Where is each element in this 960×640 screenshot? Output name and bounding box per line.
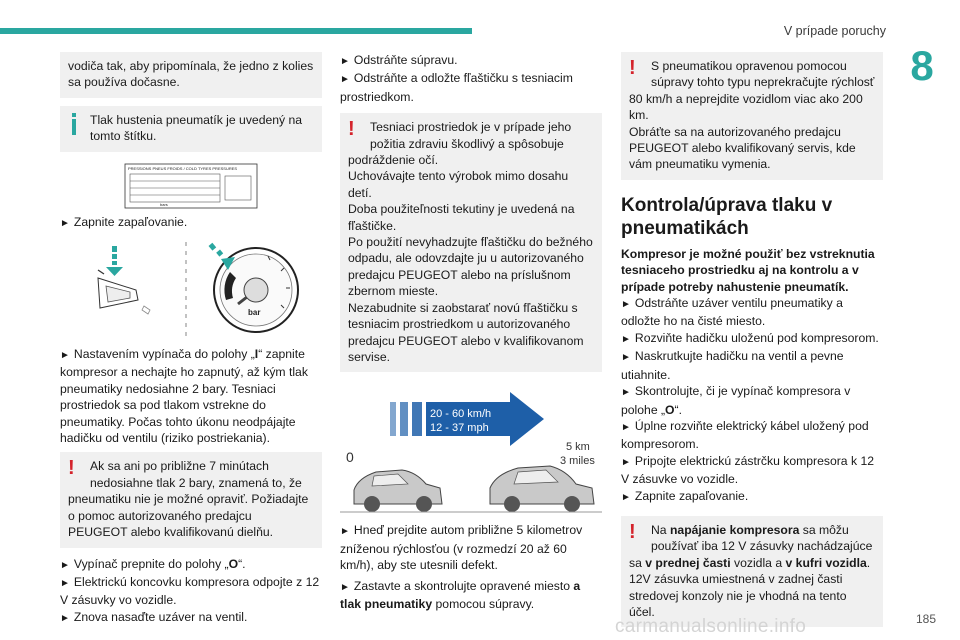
distance-miles-label: 3 miles [560,455,595,468]
switch-position-label: O [665,402,675,417]
step-text: Elektrickú koncovku kompresora odpojte z 12 V zásuvky vo vozidle. [60,574,320,608]
step-text: Naskrutkujte hadičku na ventil a pevne utiahnite. [621,349,844,382]
paragraph-switch-on [60,346,322,446]
start-distance-label: 0 [346,449,354,466]
step-arrow-icon: ► [340,526,350,538]
label-header-text: PRESSIONS PNEUS FROIDS / COLD TYRES PRESSURES [128,165,238,171]
info-note-line: Tlak hustenia pneumatík je uvedený na [90,112,303,127]
step-arrow-icon: ► [621,352,631,364]
warning-line: S pneumatikou opravenou pomocou [651,59,847,73]
emphasis-text: napájanie kompresora [669,522,800,537]
step-text: Hneď prejdite autom približne 5 kilometrov zníženou rýchlosťou (v rozmedzí 20 až 60 km/h), aby ste utesnili defekt. [340,523,583,573]
text-fragment: “ zapnite kompresor a nechajte ho zapnutý, až kým tlak pneumatiky nedosiahne 2 bary. Tesniaci prostriedok sa pod tlakom vstrekne do pneumatiky. Počas tohto úkonu neodpájajte hadičku od ventilu (riziko postriekania). [60,347,308,446]
watermark: carmanualsonline.info [615,616,807,637]
step-text: Znova nasaďte uzáver na ventil. [73,609,248,624]
step-text: Pripojte elektrickú zástrčku kompresora k 12 V zásuvke vo vozidle. [621,453,875,487]
step-arrow-icon: ► [621,299,631,311]
step-text: Zapnite zapaľovanie. [634,488,749,503]
step-remove-valve-cap [621,295,883,330]
text-fragment: pomocou súpravy. [432,596,535,611]
text-fragment: . [866,555,871,570]
warning-icon: ! [629,57,636,79]
step-ignition [60,214,322,232]
step-text: Rozviňte hadičku uloženú pod kompresorom. [634,330,879,345]
warning-text: podráždenie očí. Uchovávajte tento výrobok mimo dosahu detí. Doba použiteľnosti tekutiny je uvedená na fľaštičke. Po použití nevyhadzujte fľaštičku do bežného odpadu, ale odovzdajte ju u autorizovaného predajcu PEUGEOT alebo na príslušnom zbernom mieste. Nezabudnite si zaobstarať novú fľaštičku s tesniacim prostriedkom u autorizovaného predajcu PEUGEOT alebo v kvalifikovanom servise. [348,153,593,364]
speed-mph-label: 12 - 37 mph [430,422,489,435]
info-icon [70,113,78,135]
step-arrow-icon: ► [60,217,70,229]
step-arrow-icon: ► [60,350,70,362]
step-arrow-icon: ► [340,74,350,86]
warning-icon: ! [629,520,636,543]
step-ignition-on [621,488,883,506]
step-arrow-icon: ► [621,387,631,399]
running-title: V prípade poruchy [783,24,886,38]
step-check-repair [340,578,602,613]
emphasis-text: v kufri vozidla [785,555,867,570]
text-fragment: vozidla a [730,555,786,570]
section-heading: Kontrola/úprava tlaku v pneumatikách [621,194,833,239]
warning-speed-limit [621,52,883,180]
step-text: Odstráňte súpravu. [353,53,458,67]
step-arrow-icon: ► [60,612,70,624]
step-switch-off [60,556,322,574]
speed-kmh-label: 20 - 60 km/h [430,408,492,421]
switch-position-label: O [228,556,239,571]
emphasis-text: a tlak pneumatiky [340,578,581,611]
step-screw-hose [621,348,883,383]
continued-note [60,52,322,98]
step-arrow-icon: ► [621,421,631,433]
label-footer-text: bars [160,201,168,207]
text-fragment: “. [238,556,246,571]
step-arrow-icon: ► [621,491,631,503]
text-fragment: sa [629,555,646,570]
header-accent-bar [0,28,472,34]
text-fragment: “. [674,402,682,417]
column-2 [340,52,602,612]
switch-position-label: I [254,347,259,362]
warning-icon: ! [348,118,355,141]
step-arrow-icon: ► [340,56,350,67]
text-fragment: sa môžu [799,522,849,537]
text-fragment: Vypínač prepnite do polohy „ [73,556,229,571]
step-remove-kit [340,52,602,70]
step-arrow-icon: ► [340,581,350,593]
step-arrow-icon: ► [621,333,631,345]
warning-line [629,522,875,538]
step-text: Odstráňte uzáver ventilu pneumatiky a odložte ho na čisté miesto. [621,296,843,329]
warning-text: 80 km/h a neprejdite vozidlom viac ako 200 km. Obráťte sa na autorizovaného predajcu PEUGEOT alebo kvalifikovaný servis, kde vám pneumatiku vymenia. [629,91,863,172]
step-unroll-cable [621,418,883,453]
step-arrow-icon: ► [621,456,631,468]
column-1 [60,52,322,627]
page-number: 185 [915,612,936,626]
warning-line [629,555,875,571]
section-lead: Kompresor je možné použiť bez vstreknutia tesniaceho prostriedku aj na kontrolu a v prípade potreby nahustenie pneumatík. [621,246,875,294]
warning-line: požitia zdraviu škodlivý a spôsobuje [370,136,564,151]
speed-distance-illustration [340,386,602,514]
info-note-pressure-label [60,106,322,152]
step-remove-bottle [340,70,602,105]
warning-icon: ! [68,457,75,480]
distance-km-label: 5 km [566,441,590,454]
emphasis-text: v prednej časti [645,555,731,570]
warning-pressure-not-reached [60,452,322,547]
warning-line: používať iba 12 V zásuvky nachádzajúce [651,539,873,554]
text-fragment: Nastavením vypínača do polohy „ [73,347,255,362]
tyre-pressure-label-illustration [60,160,322,210]
column-3 [621,52,883,635]
warning-line: súpravy tohto typu neprekračujte rýchlosť [651,75,875,90]
step-disconnect [60,574,322,609]
compressor-gauge-illustration [60,238,322,342]
info-note-line: tomto štítku. [90,129,157,144]
step-arrow-icon: ► [60,559,70,571]
step-refit-cap [60,609,322,627]
warning-line: Tesniaci prostriedok je v prípade jeho [370,120,572,135]
text-fragment: Zastavte a skontrolujte opravené miesto [353,578,574,593]
step-text: Zapnite zapaľovanie. [73,214,188,229]
text-fragment: Skontrolujte, či je vypínač kompresora v polohe „ [621,384,851,417]
step-arrow-icon: ► [60,577,70,589]
step-unroll-hose [621,330,883,348]
warning-sealant [340,113,602,372]
car-start-drawing [354,470,442,512]
warning-line: Ak sa ani po približne 7 minútach [90,459,269,474]
step-text: Úplne rozviňte elektrický kábel uložený pod kompresorom. [621,418,869,452]
compressor-switch-drawing [98,246,150,314]
text-fragment: Na [651,522,670,537]
step-check-switch [621,383,883,418]
step-text: Odstráňte a odložte fľaštičku s tesniacim prostriedkom. [340,71,573,104]
pressure-gauge-drawing [209,243,298,332]
warning-power-socket [621,516,883,627]
warning-line: nedosiahne tlak 2 bary, znamená to, že [90,475,302,490]
warning-text: 12V zásuvka umiestnená v zadnej časti stredovej konzoly nie je vhodná na tento účel. [629,572,847,619]
warning-text: pneumatiku nie je možné opraviť. Požiadajte o pomoc autorizovaného predajcu PEUGEOT alebo kvalifikovanú dielňu. [68,492,309,540]
chapter-number: 8 [910,42,934,89]
gauge-unit-label: bar [248,308,261,318]
paragraph-drive [340,522,602,573]
step-connect-plug [621,453,883,488]
continued-note-text: vodiča tak, aby pripomínala, že jedno z kolies sa používa dočasne. [68,59,314,90]
car-end-drawing [490,466,594,512]
